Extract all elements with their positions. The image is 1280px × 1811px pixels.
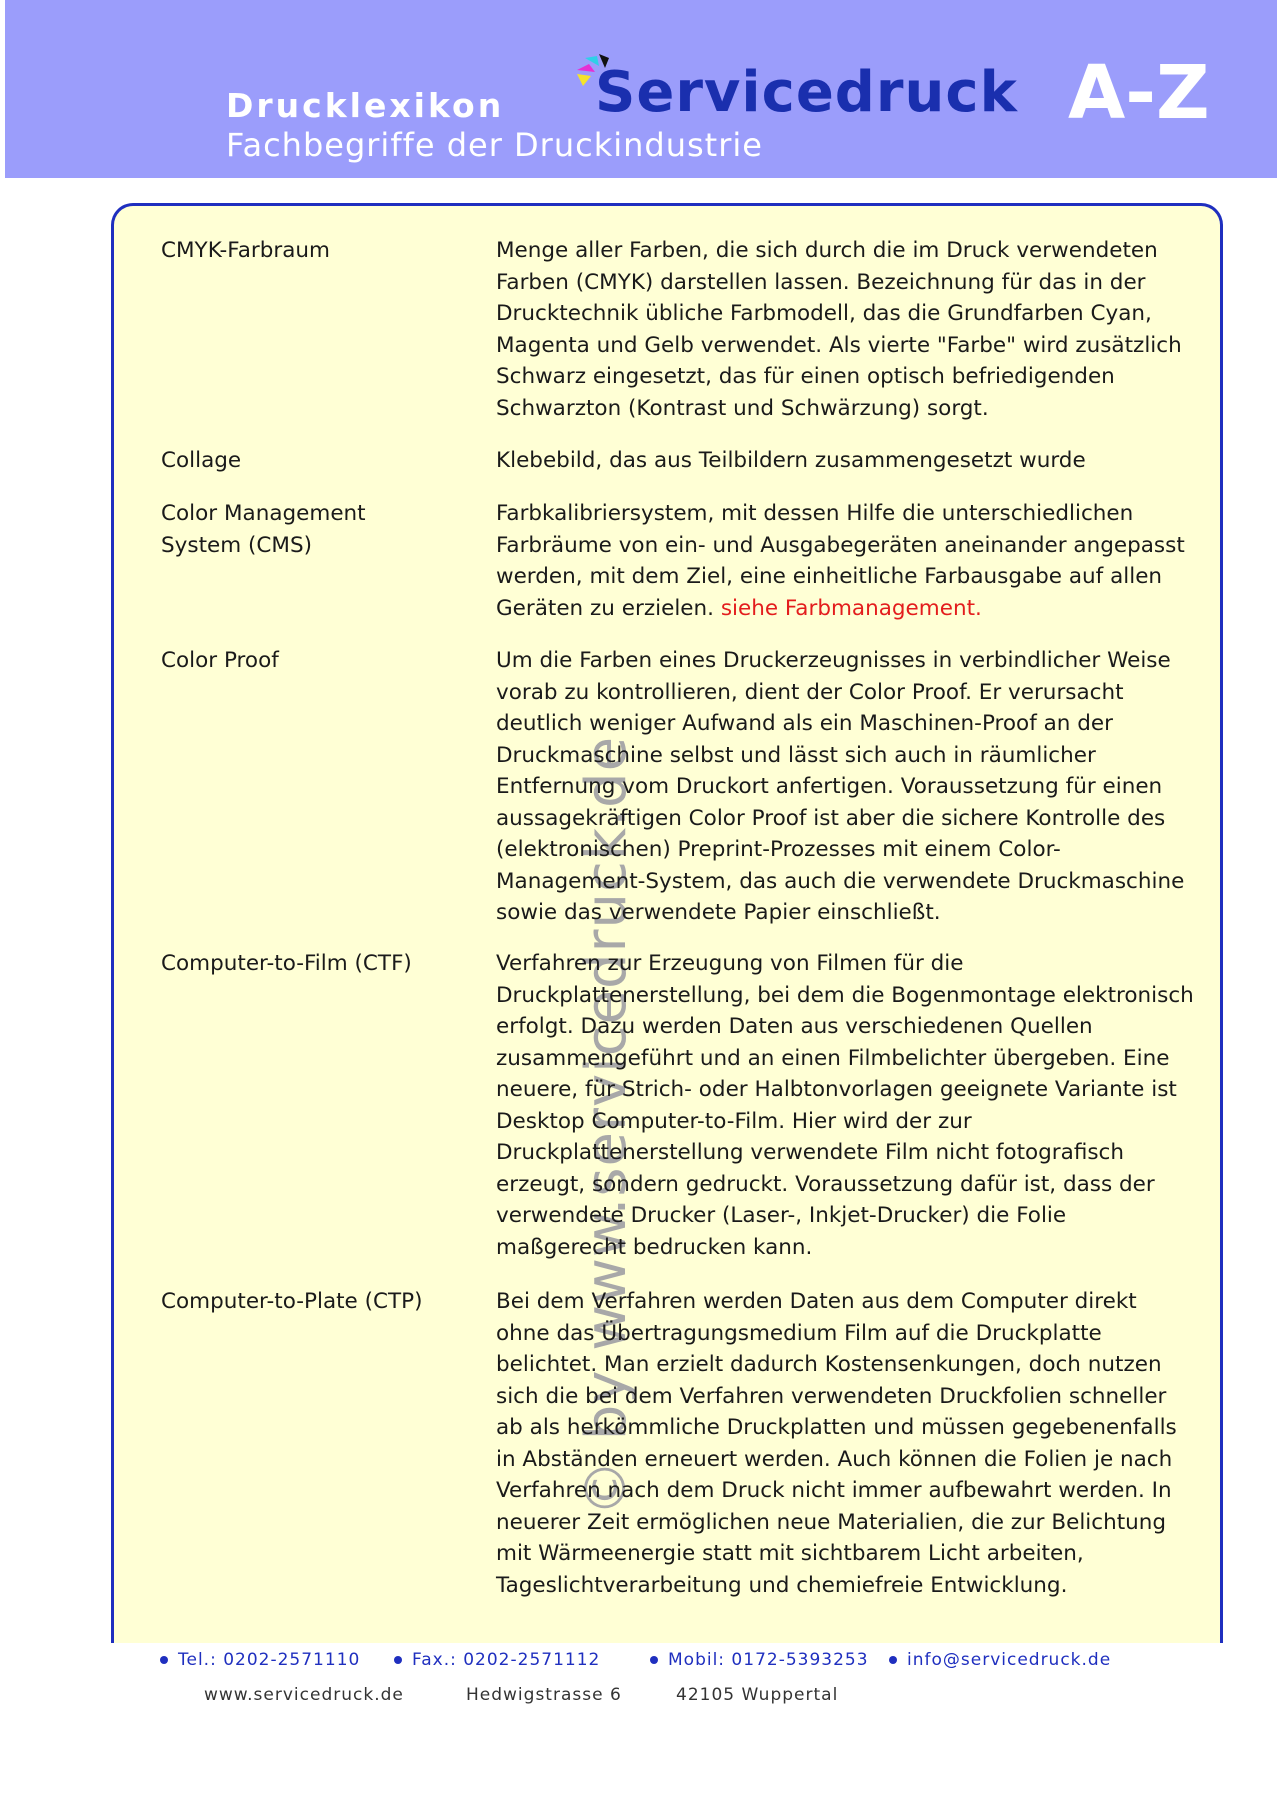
entry-term: Computer-to-Plate (CTP) bbox=[161, 1289, 423, 1314]
entry-definition: Menge aller Farben, die sich durch die im Druck verwendeten Farben (CMYK) darstellen lassen. Bezeichnung für das in der Drucktechnik übliche Farbmodell, das die Grundfarben Cyan, Magenta und Gelb verwendet. Als vierte "Farbe" wird zusätzlich Schwarz eingesetzt, das für einen optisch befriedigenden Schwarzton (Kontrast und Schwärzung) sorgt. bbox=[496, 238, 1182, 421]
page-title: Drucklexikon bbox=[226, 86, 505, 125]
entry-term: Color Proof bbox=[161, 648, 279, 673]
footer-mobil bbox=[650, 1650, 869, 1670]
footer-tel bbox=[160, 1650, 360, 1670]
entry-term: Color Management System (CMS) bbox=[161, 501, 366, 558]
bullet-icon bbox=[394, 1656, 402, 1664]
cross-reference-link[interactable]: siehe Farbmanagement. bbox=[720, 595, 982, 621]
bullet-icon bbox=[160, 1656, 168, 1664]
page-subtitle: Fachbegriffe der Druckindustrie bbox=[226, 126, 763, 164]
entry-term: Computer-to-Film (CTF) bbox=[161, 951, 412, 976]
bullet-icon bbox=[650, 1656, 658, 1664]
email-link[interactable]: info@servicedruck.de bbox=[907, 1650, 1112, 1670]
entry-term: Collage bbox=[161, 448, 242, 473]
fax-text: Fax.: 0202-2571112 bbox=[412, 1650, 601, 1670]
footer-city: 42105 Wuppertal bbox=[676, 1685, 839, 1705]
footer-street: Hedwigstrasse 6 bbox=[466, 1685, 622, 1705]
entry-definition: Farbkalibriersystem, mit dessen Hilfe die unterschiedlichen Farbräume von ein- und Ausgabegeräten aneinander angepasst werden, mit dem Ziel, eine einheitliche Farbausgabe auf allen Geräten zu erzielen. bbox=[496, 501, 1185, 621]
range-label: A-Z bbox=[1068, 50, 1210, 136]
footer-fax bbox=[394, 1650, 600, 1670]
watermark: © by www.servicedruck.de bbox=[574, 735, 639, 1516]
entry-definition: Verfahren zur Erzeugung von Filmen für die Druckplattenerstellung, bei dem die Bogenmontage elektronisch erfolgt. Dazu werden Daten aus verschiedenen Quellen zusammengeführt und an einen Filmbelichter übergeben. Eine neuere, für Strich- oder Halbtonvorlagen geeignete Variante ist Desktop Computer-to-Film. Hier wird der zur Druckplattenerstellung verwendete Film nicht fotografisch erzeugt, sondern gedruckt. Voraussetzung dafür ist, dass der verwendete Drucker (Laser-, Inkjet-Drucker) die Folie maßgerecht bedrucken kann. bbox=[496, 951, 1194, 1260]
footer-website[interactable]: www.servicedruck.de bbox=[204, 1685, 404, 1705]
footer-email bbox=[889, 1650, 1111, 1670]
glossary-panel bbox=[111, 203, 1223, 1643]
entry-definition: Um die Farben eines Druckerzeugnisses in verbindlicher Weise vorab zu kontrollieren, dient der Color Proof. Er verursacht deutlich weniger Aufwand als ein Maschinen-Proof an der Druckmaschine selbst und lässt sich auch in räumlicher Entfernung vom Druckort anfertigen. Voraussetzung für einen aussagekräftigen Color Proof ist aber die sichere Kontrolle des (elektronischen) Preprint-Prozesses mit einem Color-Management-System, das auch die verwendete Druckmaschine sowie das verwendete Papier einschließt. bbox=[496, 648, 1185, 925]
entry-definition-block bbox=[496, 498, 1196, 624]
mobil-text: Mobil: 0172-5393253 bbox=[668, 1650, 869, 1670]
tel-text: Tel.: 0202-2571110 bbox=[178, 1650, 361, 1670]
bullet-icon bbox=[889, 1656, 897, 1664]
logo-text: Servicedruck bbox=[595, 60, 1018, 125]
entry-term: CMYK-Farbraum bbox=[161, 238, 330, 263]
header-band bbox=[5, 0, 1277, 178]
entry-definition: Bei dem Verfahren werden Daten aus dem Computer direkt ohne das Übertragungsmedium Film auf die Druckplatte belichtet. Man erzielt dadurch Kostensenkungen, doch nutzen sich die bei dem Verfahren verwendeten Druckfolien schneller ab als herkömmliche Druckplatten und müssen gegebenenfalls in Abständen erneuert werden. Auch können die Folien je nach Verfahren nach dem Druck nicht immer aufbewahrt werden. In neuerer Zeit ermöglichen neue Materialien, die zur Belichtung mit Wärmeenergie statt mit sichtbarem Licht arbeiten, Tageslichtverarbeitung und chemiefreie Entwicklung. bbox=[496, 1289, 1177, 1598]
entry-definition: Klebebild, das aus Teilbildern zusammengesetzt wurde bbox=[496, 448, 1086, 473]
